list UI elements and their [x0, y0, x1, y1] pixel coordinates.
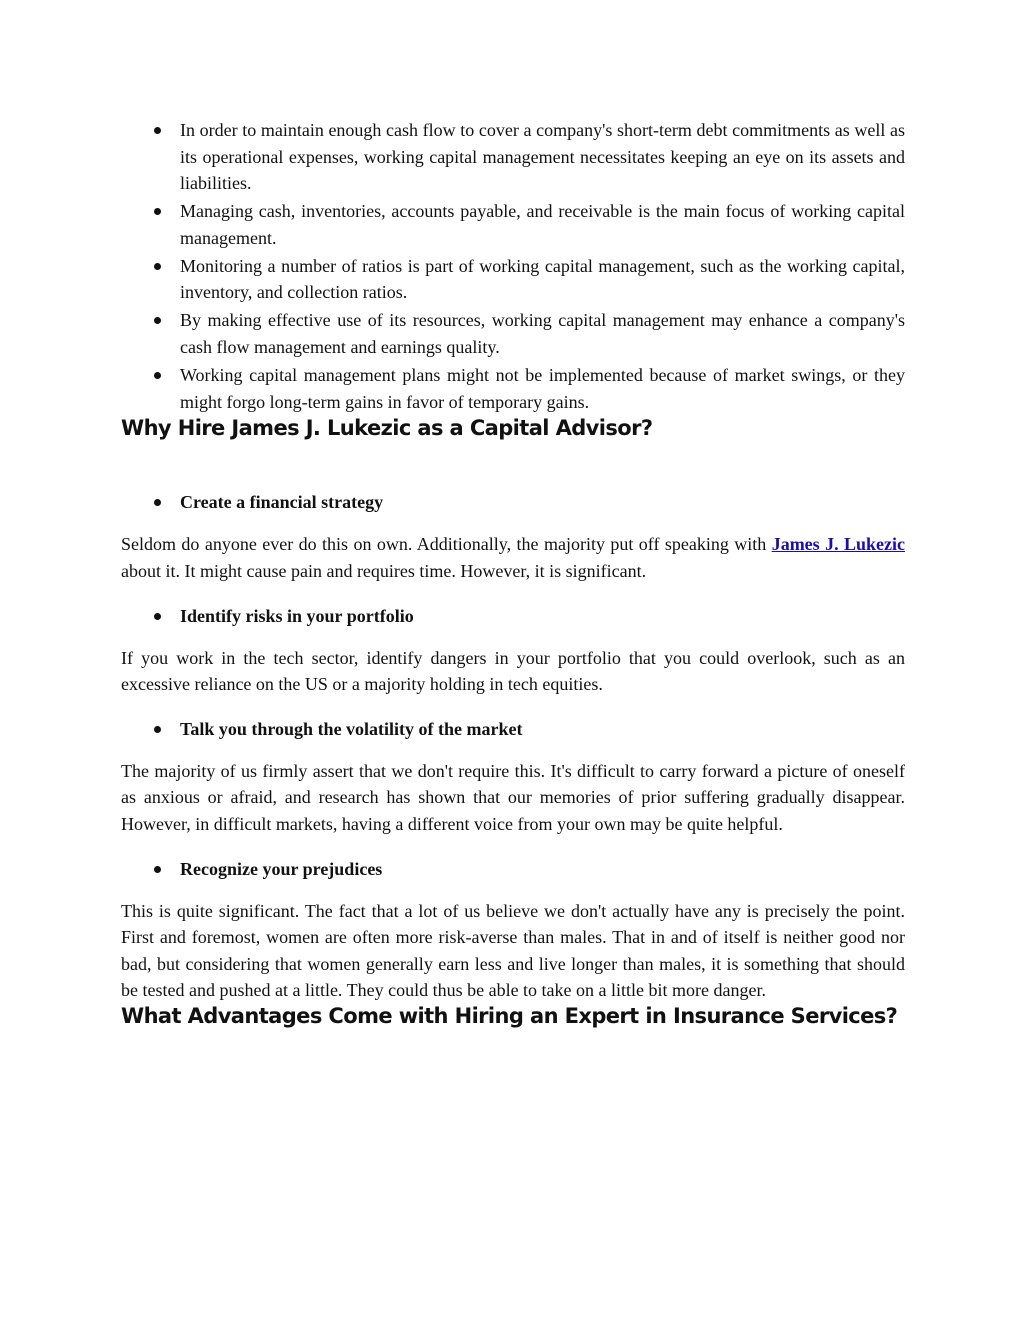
subheading-prejudices [121, 856, 905, 882]
bullet-icon [154, 372, 161, 379]
paragraph-identify-risks: If you work in the tech sector, identify dangers in your portfolio that you could overlook, such as an excessive reliance on the US or a majority holding in tech equities. [121, 647, 905, 695]
bullet-icon [154, 866, 161, 873]
section-heading-insurance-services: What Advantages Come with Hiring an Expert in Insurance Services? [121, 1004, 898, 1029]
list-item [121, 198, 905, 251]
section-heading-capital-advisor: Why Hire James J. Lukezic as a Capital Advisor? [121, 416, 653, 441]
list-item [121, 253, 905, 306]
subheading-financial-strategy [121, 489, 905, 515]
intro-bullet-list [121, 117, 905, 415]
subheading-text: Create a financial strategy [180, 492, 384, 513]
paragraph-prejudices: This is quite significant. The fact that a lot of us believe we don't actually have any is precisely the point. First and foremost, women are often more risk-averse than males. That in and of itself is neither good nor bad, but considering that women generally earn less and live longer than males, it is something that should be tested and pushed at a little. They could thus be able to take on a little bit more danger. [121, 900, 905, 1001]
list-item [121, 362, 905, 415]
bullet-icon [154, 127, 161, 134]
james-lukezic-link[interactable]: James J. Lukezic [771, 534, 906, 555]
list-item [121, 117, 905, 197]
subheading-market-volatility [121, 716, 905, 742]
bullet-icon [154, 317, 161, 324]
bullet-icon [154, 499, 161, 506]
paragraph-financial-strategy [121, 531, 905, 584]
paragraph-text: Seldom do anyone ever do this on own. Additionally, the majority put off speaking with [121, 534, 772, 555]
subheading-text: Identify risks in your portfolio [180, 605, 414, 626]
bullet-icon [154, 263, 161, 270]
paragraph-text: about it. It might cause pain and requires time. However, it is significant. [121, 561, 647, 582]
list-item-text: Working capital management plans might not be implemented because of market swings, or they might forgo long-term gains in favor of temporary gains. [180, 364, 905, 412]
list-item [121, 307, 905, 360]
bullet-icon [154, 726, 161, 733]
bullet-icon [154, 613, 161, 620]
list-item-text: Managing cash, inventories, accounts payable, and receivable is the main focus of working capital management. [180, 201, 905, 248]
bullet-icon [154, 208, 161, 215]
list-item-text: By making effective use of its resources, working capital management may enhance a company's cash flow management and earnings quality. [180, 310, 905, 357]
list-item-text: In order to maintain enough cash flow to cover a company's short-term debt commitments as well as its operational expenses, working capital management necessitates keeping an eye on its assets and liabilities. [180, 120, 905, 194]
subheading-text: Recognize your prejudices [180, 858, 383, 879]
subheading-text: Talk you through the volatility of the market [180, 718, 523, 739]
list-item-text: Monitoring a number of ratios is part of working capital management, such as the working capital, inventory, and collection ratios. [180, 255, 905, 303]
subheading-identify-risks [121, 603, 905, 629]
paragraph-market-volatility: The majority of us firmly assert that we don't require this. It's difficult to carry forward a picture of oneself as anxious or afraid, and research has shown that our memories of prior suffering gradually disappear. However, in difficult markets, having a different voice from your own may be quite helpful. [121, 760, 905, 835]
document-page [121, 117, 905, 1028]
